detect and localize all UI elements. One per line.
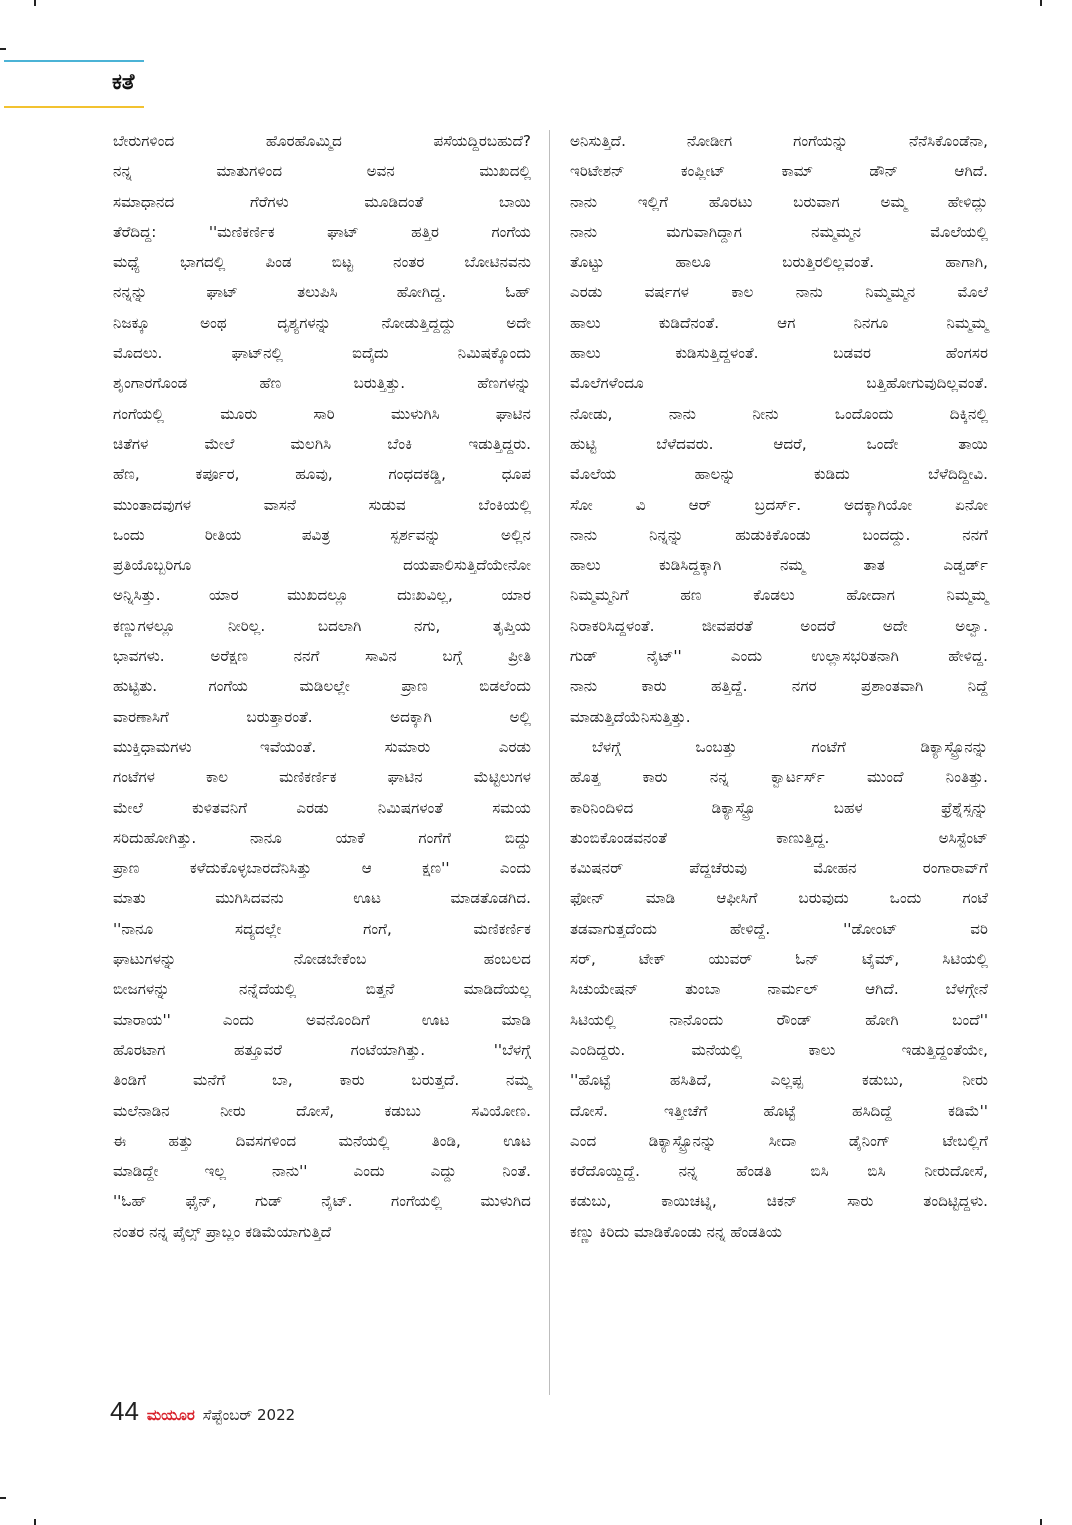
text-line: ಹೆಣ, ಕರ್ಪೂರ, ಹೂವು, ಗಂಧದಕಡ್ಡಿ, ಧೂಪ <box>113 465 531 484</box>
text-line: ನಾನು ಕಾರು ಹತ್ತಿದ್ದೆ. ನಗರ ಪ್ರಶಾಂತವಾಗಿ ನಿದ್ದೆ <box>570 677 988 696</box>
text-line: ಗಂಟೆಗಳ ಕಾಲ ಮಣಿಕರ್ಣಿಕ ಘಾಟಿನ ಮೆಟ್ಟಿಲುಗಳ <box>113 768 531 787</box>
magazine-name: ಮಯೂರ <box>146 1406 195 1424</box>
text-line: ಭಾವಗಳು. ಅರೆಕ್ಷಣ ನನಗೆ ಸಾವಿನ ಬಗ್ಗೆ ಪ್ರೀತಿ <box>113 647 531 666</box>
crop-mark-top-left <box>34 0 36 6</box>
text-line: ತೊಟ್ಟು ಹಾಲೂ ಬರುತ್ತಿರಲಿಲ್ಲವಂತೆ. ಹಾಗಾಗಿ, <box>570 253 988 272</box>
text-line: ಈ ಹತ್ತು ದಿವಸಗಳಿಂದ ಮನೆಯಲ್ಲಿ ತಿಂಡಿ, ಊಟ <box>113 1131 531 1150</box>
text-line: ಸರಿದುಹೋಗಿತ್ತು. ನಾನೂ ಯಾಕೆ ಗಂಗೆಗೆ ಬಿದ್ದು <box>113 828 531 847</box>
text-line: ಎರಡು ವರ್ಷಗಳ ಕಾಲ ನಾನು ನಿಮ್ಮಮ್ಮನ ಮೊಲೆ <box>570 283 988 302</box>
text-line: ಹಾಲು ಕುಡಿದೆನಂತೆ. ಆಗ ನಿನಗೂ ನಿಮ್ಮಮ್ಮ <box>570 313 988 332</box>
text-line: ಸಿಟಿಯಲ್ಲಿ ನಾನೊಂದು ರೌಂಡ್ ಹೋಗಿ ಬಂದೆ'' <box>570 1010 988 1029</box>
page-footer <box>110 1396 295 1427</box>
text-line: ಪ್ರಾಣ ಕಳೆದುಕೊಳ್ಳಬಾರದೆನಿಸಿತ್ತು ಆ ಕ್ಷಣ'' ಎಂದು <box>113 859 531 878</box>
text-line: ಕರೆದೊಯ್ದಿದ್ದೆ. ನನ್ನ ಹೆಂಡತಿ ಬಿಸಿ ಬಿಸಿ ನೀರುದೋಸೆ, <box>570 1162 988 1181</box>
text-line: ಬೇರುಗಳಿಂದ ಹೊರಹೊಮ್ಮಿದ ಪಸೆಯದ್ದಿರಬಹುದೆ? <box>113 132 531 150</box>
text-line: ''ಹೊಟ್ಟೆ ಹಸಿತಿದೆ, ಎಲ್ಲಪ್ಪ ಕಡುಬು, ನೀರು <box>570 1071 988 1090</box>
text-line: ತೆರೆದಿದ್ದ: ''ಮಣಿಕರ್ಣಿಕ ಘಾಟ್ ಹತ್ತಿರ ಗಂಗೆಯ <box>113 222 531 241</box>
crop-mark-left-lower <box>0 1497 6 1499</box>
text-line: ಮಲೆನಾಡಿನ ನೀರು ದೋಸೆ, ಕಡುಬು ಸವಿಯೋಣ. <box>113 1101 531 1120</box>
text-line: ಇರಿಟೇಶನ್ ಕಂಪ್ಲೀಟ್ ಕಾಮ್ ಡೌನ್ ಆಗಿದೆ. <box>570 162 988 181</box>
text-line: ಮಧ್ಯೆ ಭಾಗದಲ್ಲಿ ಪಿಂಡ ಬಿಟ್ಟ ನಂತರ ಬೋಟಿನವನು <box>113 253 531 272</box>
text-line: ನಿರಾಕರಿಸಿದ್ದಳಂತೆ. ಜೀವಪರತೆ ಅಂದರೆ ಅದೇ ಅಲ್ವಾ. <box>570 616 988 635</box>
text-line: ನನ್ನನ್ನು ಘಾಟ್ ತಲುಪಿಸಿ ಹೋಗಿದ್ದ. ಓಹ್ <box>113 283 531 302</box>
text-line: ಮೊದಲು. ಘಾಟ್‌ನಲ್ಲಿ ಐದೈದು ನಿಮಿಷಕ್ಕೊಂದು <box>113 344 531 363</box>
text-line: ಹಾಲು ಕುಡಿಸುತ್ತಿದ್ದಳಂತೆ. ಬಡವರ ಹೆಂಗಸರ <box>570 344 988 363</box>
text-line: ಮುಂತಾದವುಗಳ ವಾಸನೆ ಸುಡುವ ಬೆಂಕಿಯಲ್ಲಿ <box>113 495 531 514</box>
text-line: ಪ್ರತಿಯೊಬ್ಬರಿಗೂ ದಯಪಾಲಿಸುತ್ತಿದೆಯೇನೋ <box>113 556 531 575</box>
text-line: ಸಿಚುಯೇಷನ್ ತುಂಬಾ ನಾರ್ಮಲ್ ಆಗಿದೆ. ಬೆಳಗ್ಗೇನೆ <box>570 980 988 999</box>
text-line: ನಿಜಕ್ಕೂ ಅಂಥ ದೃಶ್ಯಗಳನ್ನು ನೋಡುತ್ತಿದ್ದದ್ದು ಅದೇ <box>113 313 531 332</box>
column-divider <box>549 130 550 1395</box>
text-line: ಕಮಿಷನರ್ ಪೆದ್ದಚೆರುವು ಮೋಹನ ರಂಗಾರಾವ್‌ಗೆ <box>570 859 988 878</box>
text-line: ನಾನು ಮಗುವಾಗಿದ್ದಾಗ ನಮ್ಮಮ್ಮನ ಮೊಲೆಯಲ್ಲಿ <box>570 222 988 241</box>
text-line: ಮೊಲೆಯ ಹಾಲನ್ನು ಕುಡಿದು ಬೆಳೆದಿದ್ದೀವಿ. <box>570 465 988 484</box>
text-line: ಕಾರಿನಿಂದಿಳಿದ ಡಿಕ್ಯಾಸ್ಟ್ರೊ ಬಹಳ ಫ್ರೆಶ್ನೆಸ್ಸನ್ನು <box>570 798 988 817</box>
text-line: ನಾನು ಇಲ್ಲಿಗೆ ಹೊರಟು ಬರುವಾಗ ಅಮ್ಮ ಹೇಳಿದ್ಲು <box>570 192 988 211</box>
text-line: ಸರ್, ಟೇಕ್ ಯುವರ್ ಓನ್ ಟೈಮ್, ಸಿಟಿಯಲ್ಲಿ <box>570 950 988 969</box>
text-line: ಮೇಲೆ ಕುಳಿತವನಿಗೆ ಎರಡು ನಿಮಿಷಗಳಂತೆ ಸಮಯ <box>113 798 531 817</box>
text-line: ಹಾಲು ಕುಡಿಸಿದ್ದಕ್ಕಾಗಿ ನಮ್ಮ ತಾತ ಎಡ್ವರ್ಡ್ <box>570 556 988 575</box>
text-line: ಮೊಲೆಗಳೆಂದೂ ಬತ್ತಿಹೋಗುವುದಿಲ್ಲವಂತೆ. <box>570 374 988 393</box>
text-line: ನಿಮ್ಮಮ್ಮನಿಗೆ ಹಣ ಕೊಡಲು ಹೋದಾಗ ನಿಮ್ಮಮ್ಮ <box>570 586 988 605</box>
text-line: ಮಾಡಿದ್ದೇ ಇಲ್ಲ ನಾನು'' ಎಂದು ಎದ್ದು ನಿಂತೆ. <box>113 1162 531 1181</box>
text-line: ನಂತರ ನನ್ನ ಪೈಲ್ಸ್ ಪ್ರಾಬ್ಲಂ ಕಡಿಮೆಯಾಗುತ್ತಿದೆ <box>113 1222 332 1241</box>
text-line: ತುಂಬಿಕೊಂಡವನಂತೆ ಕಾಣುತ್ತಿದ್ದ. ಅಸಿಸ್ಟೆಂಟ್ <box>570 828 988 847</box>
text-line: ಮುಕ್ತಿಧಾಮಗಳು ಇವೆಯಂತೆ. ಸುಮಾರು ಎರಡು <box>113 737 531 756</box>
text-line: ನನ್ನ ಮಾತುಗಳಿಂದ ಅವನ ಮುಖದಲ್ಲಿ <box>113 162 531 181</box>
crop-mark-top-right <box>1040 0 1042 6</box>
text-line: ಕಣ್ಣುಗಳಲ್ಲೂ ನೀರಿಲ್ಲ. ಬದಲಾಗಿ ನಗು, ತೃಪ್ತಿಯ <box>113 616 531 635</box>
section-rule-top <box>4 60 144 62</box>
text-line: ಹೊತ್ತ ಕಾರು ನನ್ನ ಕ್ವಾರ್ಟರ್ಸ್ ಮುಂದೆ ನಿಂತಿತ್ತು. <box>570 768 988 787</box>
text-line: ಕಡುಬು, ಕಾಯಿಚಟ್ನಿ, ಚಿಕನ್ ಸಾರು ತಂದಿಟ್ಟಿದ್ದಳು. <box>570 1192 988 1211</box>
text-line: ಬೆಳಗ್ಗೆ ಒಂಬತ್ತು ಗಂಟೆಗೆ ಡಿಕ್ಯಾಸ್ಟ್ರೊನನ್ನು <box>592 737 988 756</box>
text-line: ಅನಿಸುತ್ತಿದೆ. ನೋಡೀಗ ಗಂಗೆಯನ್ನು ನೆನೆಸಿಕೊಂಡೆನಾ, <box>570 132 988 150</box>
text-line: ''ನಾನೂ ಸದ್ಯದಲ್ಲೇ ಗಂಗೆ, ಮಣಿಕರ್ಣಿಕ <box>113 919 531 938</box>
text-line: ನಾನು ನಿನ್ನನ್ನು ಹುಡುಕಿಕೊಂಡು ಬಂದದ್ದು. ನನಗೆ <box>570 525 988 544</box>
crop-mark-bottom-left <box>34 1519 36 1525</box>
text-line: ಸಮಾಧಾನದ ಗೆರೆಗಳು ಮೂಡಿದಂತೆ ಬಾಯಿ <box>113 192 531 211</box>
text-line: ಸೋ ವಿ ಆರ್ ಬ್ರದರ್ಸ್. ಅದಕ್ಕಾಗಿಯೋ ಏನೋ <box>570 495 988 514</box>
text-line: ಘಾಟುಗಳನ್ನು ನೋಡಬೇಕೆಂಬ ಹಂಬಲದ <box>113 950 531 969</box>
section-rule-bottom <box>4 106 144 108</box>
text-line: ಮಾಡುತ್ತಿದೆಯೆನಿಸುತ್ತಿತ್ತು. <box>570 707 691 726</box>
text-line: ಮಾತು ಮುಗಿಸಿದವನು ಊಟ ಮಾಡತೊಡಗಿದ. <box>113 889 531 908</box>
text-line: ಗುಡ್ ನೈಟ್'' ಎಂದು ಉಲ್ಲಾಸಭರಿತನಾಗಿ ಹೇಳಿದ್ದ. <box>570 647 988 666</box>
section-title: ಕತೆ <box>112 70 135 95</box>
text-line: ಫೋನ್ ಮಾಡಿ ಆಫೀಸಿಗೆ ಬರುವುದು ಒಂದು ಗಂಟೆ <box>570 889 988 908</box>
text-line: ಎಂದ ಡಿಕ್ಯಾಸ್ಟ್ರೊನನ್ನು ಸೀದಾ ಡೈನಿಂಗ್ ಟೇಬಲ್ಲಿಗೆ <box>570 1131 988 1150</box>
text-line: ತಡವಾಗುತ್ತದೆಂದು ಹೇಳಿದ್ದೆ. ''ಡೋಂಟ್ ವರಿ <box>570 919 988 938</box>
text-line: ''ಓಹ್ ಫೈನ್, ಗುಡ್ ನೈಟ್. ಗಂಗೆಯಲ್ಲಿ ಮುಳುಗಿದ <box>113 1192 531 1211</box>
text-line: ಬೀಜಗಳನ್ನು ನನ್ನೆದೆಯಲ್ಲಿ ಬಿತ್ತನೆ ಮಾಡಿದೆಯಲ್ಲ <box>113 980 531 999</box>
crop-mark-bottom-right <box>1040 1519 1042 1525</box>
text-line: ಗಂಗೆಯಲ್ಲಿ ಮೂರು ಸಾರಿ ಮುಳುಗಿಸಿ ಘಾಟಿನ <box>113 404 531 423</box>
page-number: 44 <box>110 1396 139 1426</box>
text-line: ಹೊರಟಾಗ ಹತ್ತೂವರೆ ಗಂಟೆಯಾಗಿತ್ತು. ''ಬೆಳಗ್ಗೆ <box>113 1040 531 1059</box>
text-line: ಹುಟ್ಟಿತು. ಗಂಗೆಯ ಮಡಿಲಲ್ಲೇ ಪ್ರಾಣ ಬಿಡಲೆಂದು <box>113 677 531 696</box>
article-column-right <box>570 126 988 1247</box>
text-line: ಶೃಂಗಾರಗೊಂಡ ಹೆಣ ಬರುತ್ತಿತ್ತು. ಹೆಣಗಳನ್ನು <box>113 374 531 393</box>
text-line: ವಾರಣಾಸಿಗೆ ಬರುತ್ತಾರಂತೆ. ಅದಕ್ಕಾಗಿ ಅಲ್ಲಿ <box>113 707 531 726</box>
text-line: ಕಣ್ಣು ಕಿರಿದು ಮಾಡಿಕೊಂಡು ನನ್ನ ಹೆಂಡತಿಯ <box>570 1222 783 1241</box>
text-line: ಎಂದಿದ್ದರು. ಮನೆಯಲ್ಲಿ ಕಾಲು ಇಡುತ್ತಿದ್ದಂತೆಯೇ, <box>570 1040 988 1059</box>
crop-mark-left-upper <box>0 48 6 50</box>
text-line: ತಿಂಡಿಗೆ ಮನೆಗೆ ಬಾ, ಕಾರು ಬರುತ್ತದೆ. ನಮ್ಮ <box>113 1071 531 1090</box>
text-line: ಅನ್ನಿಸಿತ್ತು. ಯಾರ ಮುಖದಲ್ಲೂ ದುಃಖವಿಲ್ಲ, ಯಾರ <box>113 586 531 605</box>
issue-date: ಸೆಪ್ಟೆಂಬರ್ 2022 <box>202 1406 296 1424</box>
text-line: ಒಂದು ರೀತಿಯ ಪವಿತ್ರ ಸ್ಪರ್ಶವನ್ನು ಅಲ್ಲಿನ <box>113 525 531 544</box>
article-column-left <box>113 126 531 1247</box>
text-line: ದೋಸೆ. ಇತ್ತೀಚೆಗೆ ಹೊಟ್ಟೆ ಹಸಿದಿದ್ದೆ ಕಡಿಮೆ'' <box>570 1101 988 1120</box>
text-line: ನೋಡು, ನಾನು ನೀನು ಒಂದೊಂದು ದಿಕ್ಕಿನಲ್ಲಿ <box>570 404 988 423</box>
text-line: ಚಿತೆಗಳ ಮೇಲೆ ಮಲಗಿಸಿ ಬೆಂಕಿ ಇಡುತ್ತಿದ್ದರು. <box>113 434 531 453</box>
text-line: ಹುಟ್ಟಿ ಬೆಳೆದವರು. ಆದರೆ, ಒಂದೇ ತಾಯಿ <box>570 434 988 453</box>
text-line: ಮಾರಾಯ'' ಎಂದು ಅವನೊಂದಿಗೆ ಊಟ ಮಾಡಿ <box>113 1010 531 1029</box>
